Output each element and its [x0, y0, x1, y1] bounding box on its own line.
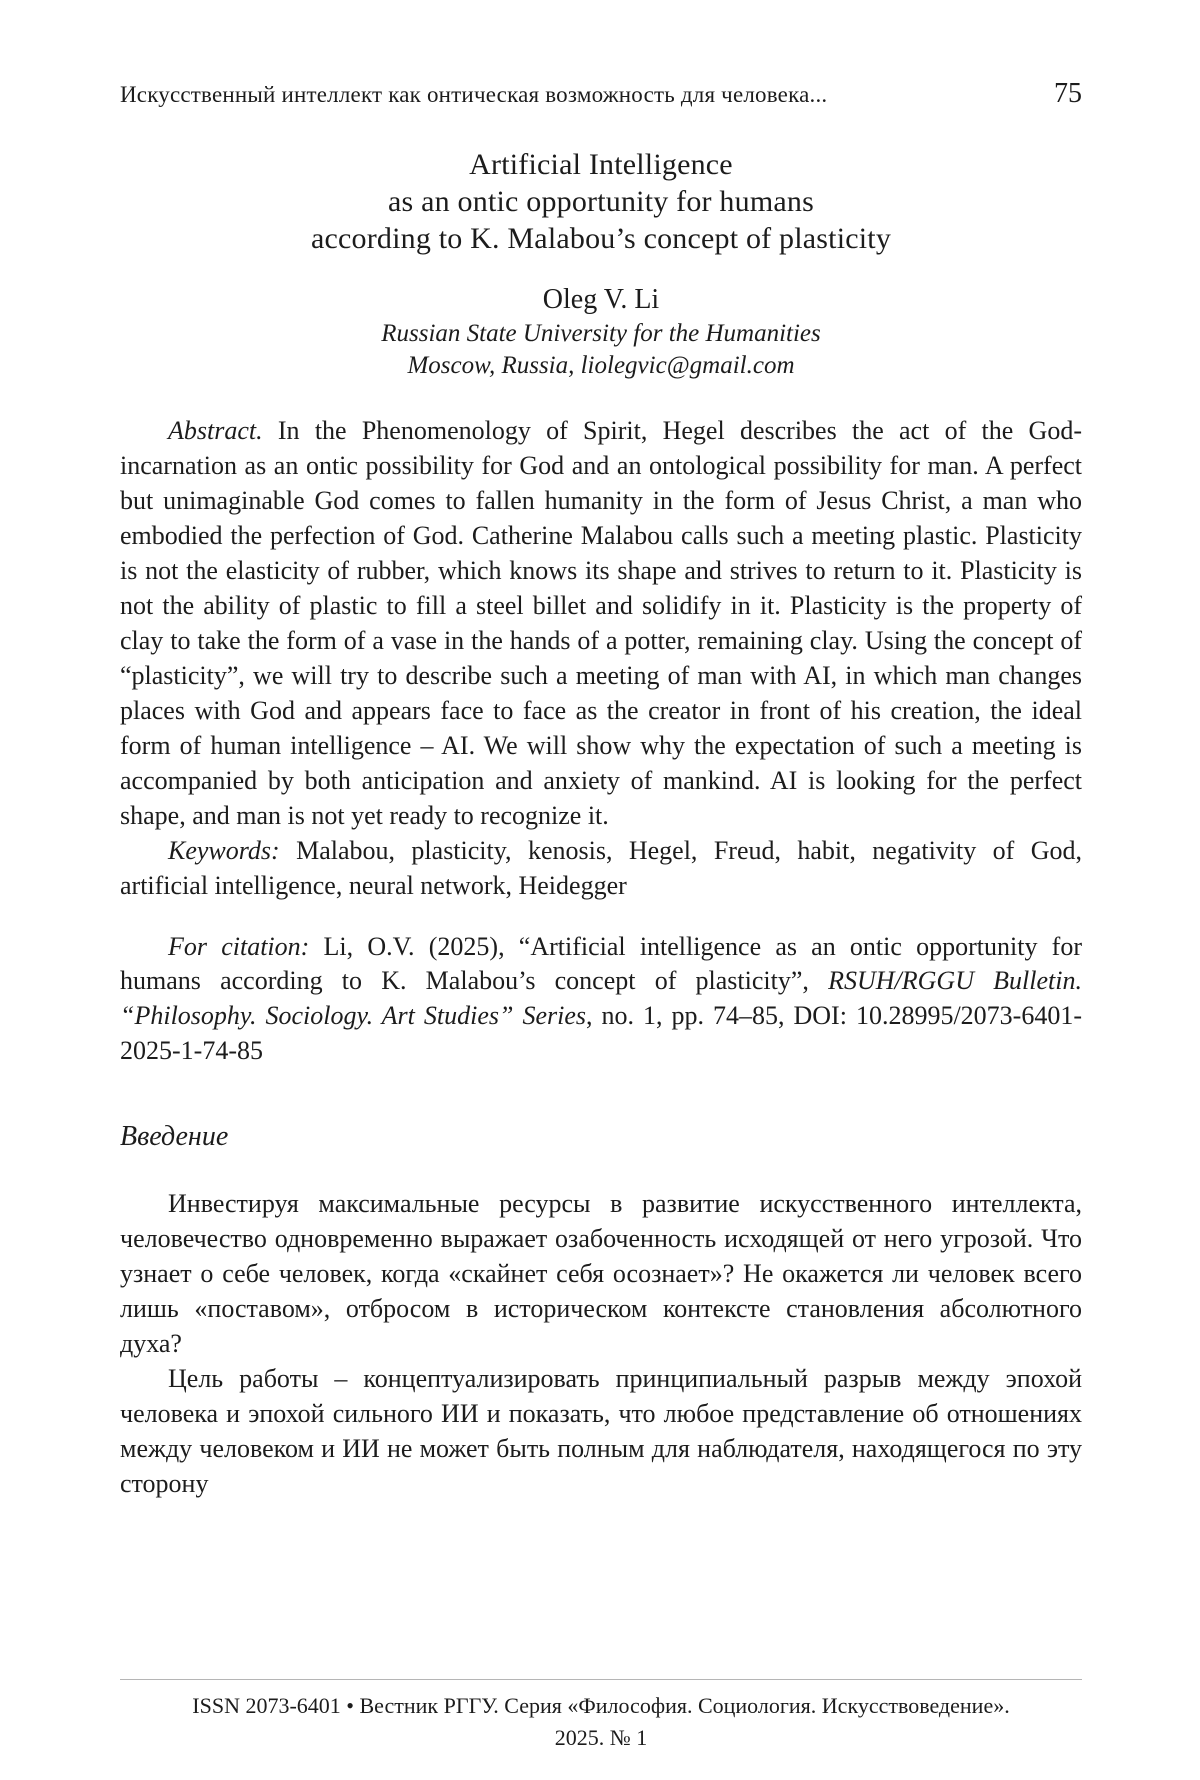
abstract-paragraph — [120, 414, 1082, 834]
citation-paragraph — [120, 930, 1082, 1070]
running-head — [120, 78, 1082, 110]
footer-issue-line: 2025. № 1 — [554, 1725, 648, 1751]
citation-text-1: Li, O.V. (2025), “Artificial intelligence as an ontic opportunity for humans according to K. Malabou’s concept of plasticity”, — [120, 931, 1082, 996]
citation-journal-title: RSUH/RGGU Bulletin. “Philosophy. Sociology. Art Studies” Series — [120, 966, 1082, 1031]
running-title: Искусственный интеллект как онтическая возможность для человека... — [120, 82, 828, 107]
article-title-line-3: according to K. Malabou’s concept of plasticity — [310, 222, 892, 256]
citation-label: For citation: — [168, 931, 310, 961]
journal-footer — [120, 1679, 1082, 1754]
article-title-line-1: Artificial Intelligence — [469, 148, 733, 181]
abstract-text: In the Phenomenology of Spirit, Hegel describes the act of the God-incarnation as an ontic possibility for God and an ontological possibility for man. A perfect but unimaginable God comes to fallen humanity in the form of Jesus Christ, a man who embodied the perfection of God. Catherine Malabou calls such a meeting plastic. Plasticity is not the elasticity of rubber, which knows its shape and strives to return to it. Plasticity is not the ability of plastic to fill a steel billet and solidify in it. Plasticity is the property of clay to take the form of a vase in the hands of a potter, remaining clay. Using the concept of “plasticity”, we will try to describe such a meeting of man with AI, in which man changes places with God and appears face to face as the creator in front of his creation, the ideal form of human intelligence – AI. We will show why the expectation of such a meeting is accompanied by both anticipation and anxiety of mankind. AI is looking for the perfect shape, and man is not yet ready to recognize it. — [120, 415, 1082, 830]
article-title-line-2: as an ontic opportunity for humans — [388, 185, 814, 219]
keywords-label: Keywords: — [168, 835, 280, 865]
page-number: 75 — [1054, 78, 1082, 109]
article-title — [120, 146, 1082, 258]
body-paragraph-2: Цель работы – концептуализировать принципиальный разрыв между эпохой человека и эпохой сильного ИИ и показать, что любое представление об отношениях между человеком и ИИ не может быть полным для наблюдателя, находящегося по эту сторону — [120, 1364, 1082, 1499]
keywords-text: Malabou, plasticity, kenosis, Hegel, Freud, habit, negativity of God, artificial intelligence, neural network, Heidegger — [120, 835, 1082, 900]
author-block — [120, 282, 1082, 382]
section-heading-introduction: Введение — [120, 1121, 229, 1153]
author-contact: Moscow, Russia, liolegvic@gmail.com — [407, 351, 795, 379]
author-name: Oleg V. Li — [542, 283, 660, 315]
abstract-label: Abstract. — [168, 415, 263, 445]
footer-issn-line: ISSN 2073-6401 • Вестник РГГУ. Серия «Философия. Социология. Искусствоведение». — [192, 1693, 1010, 1719]
keywords-paragraph — [120, 834, 1082, 904]
author-affiliation: Russian State University for the Humanities — [381, 319, 821, 347]
body-paragraph-1: Инвестируя максимальные ресурсы в развитие искусственного интеллекта, человечество одновременно выражает озабоченность исходящей от него угрозой. Что узнает о себе человек, когда «скайнет себя осознает»? Не окажется ли человек всего лишь «поставом», отбросом в историческом контексте становления абсолютного духа? — [120, 1189, 1082, 1359]
citation-text-2: , no. 1, pp. 74–85, DOI: 10.28995/2073-6401-2025-1-74-85 — [120, 1001, 1082, 1066]
